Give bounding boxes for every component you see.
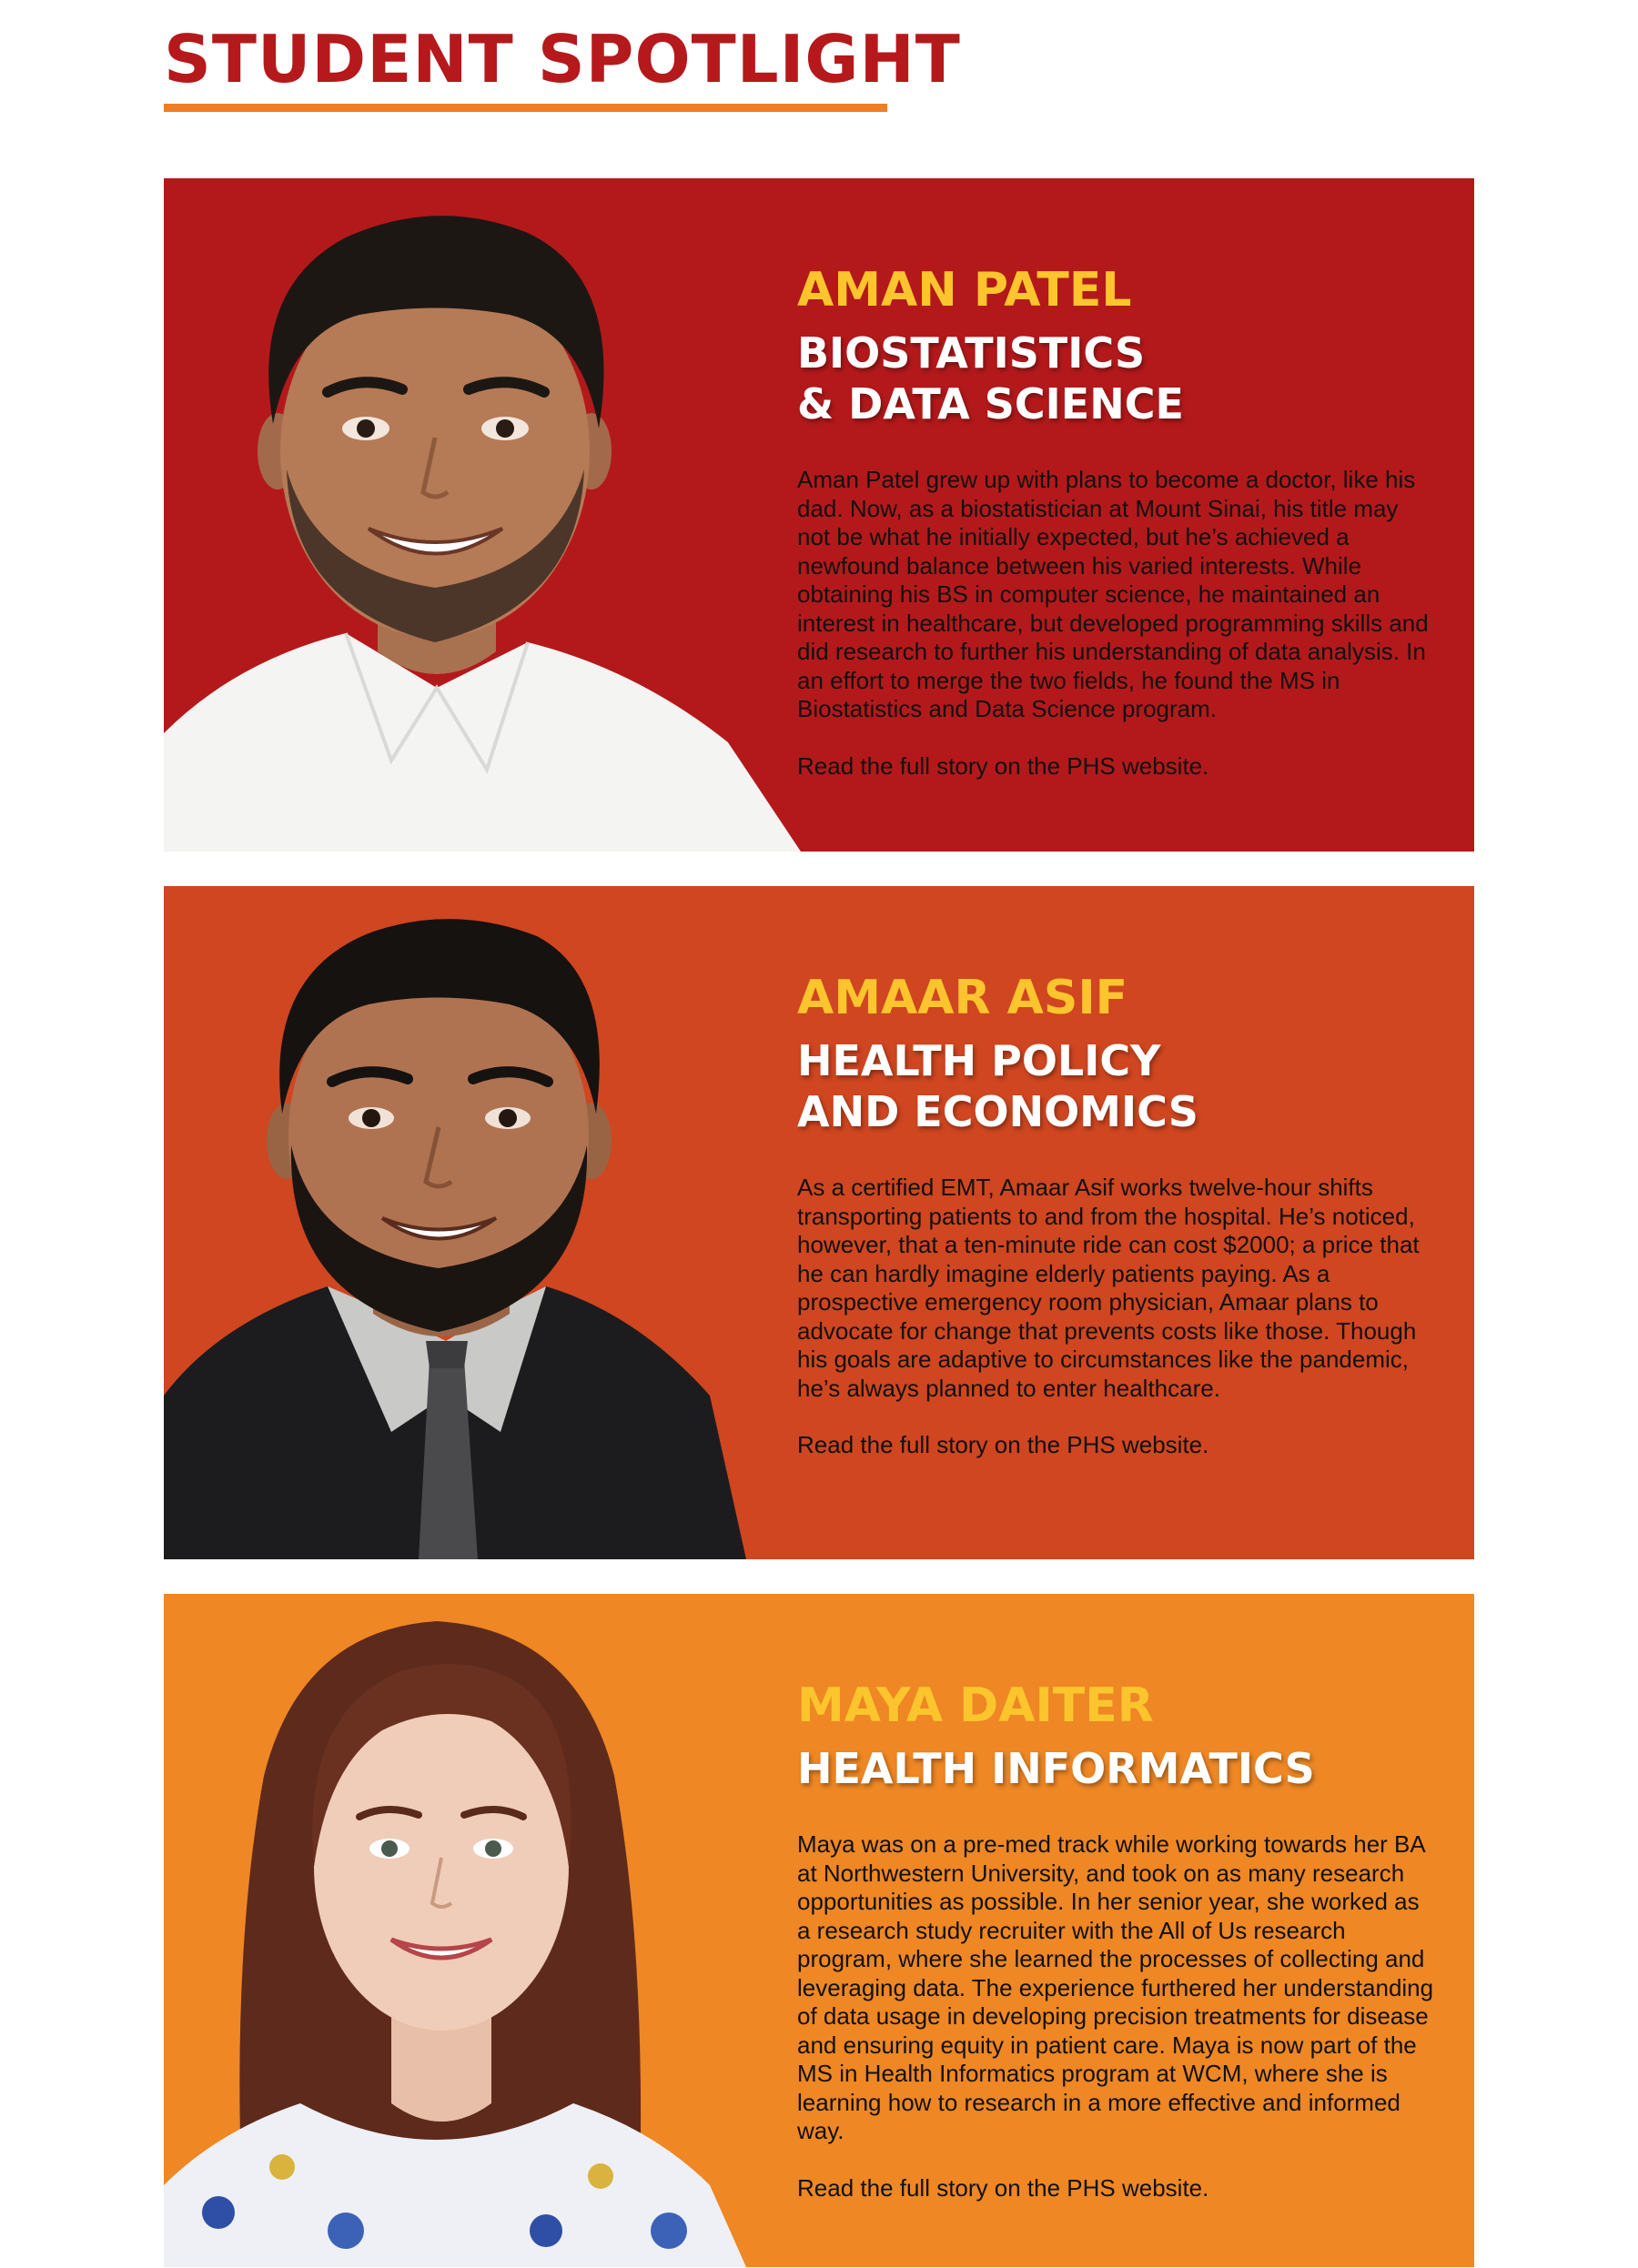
- program-title: [797, 1035, 1434, 1137]
- student-name: AMAAR ASIF: [797, 971, 1128, 1025]
- student-bio: Maya was on a pre-med track while working towards her BA at Northwestern University, and took on as many research opportunities as possible. In her senior year, she worked as a research study recruiter with the All of Us research program, where she learned the processes of collecting and leveraging data. The experience furthered her understanding of data usage in developing precision treatments for disease and ensuring equity in patient care. Maya is now part of the MS in Health Informatics program at WCM, where she is learning how to research in a more effective and informed way.: [797, 1830, 1434, 2144]
- program-title: [797, 1743, 1434, 1794]
- student-card-maya-daiter: [164, 1594, 1474, 2267]
- student-text: [797, 262, 1434, 781]
- program-line: BIOSTATISTICS: [797, 328, 1146, 378]
- program-line: HEALTH INFORMATICS: [797, 1744, 1315, 1793]
- student-bio: Aman Patel grew up with plans to become a doctor, like his dad. Now, as a biostatistician at Mount Sinai, his title may not be what he initially expected, but he’s achieved a newfound balance between his varied interests. While obtaining his BS in computer science, he maintained an interest in healthcare, but developed programming skills and did research to further his understanding of data analysis. In an effort to merge the two fields, he found the MS in Biostatistics and Data Science program.: [797, 466, 1429, 722]
- student-text: [797, 970, 1434, 1460]
- program-title: [797, 328, 1434, 429]
- student-text: [797, 1678, 1434, 2202]
- student-photo: [164, 886, 801, 1559]
- student-name: AMAN PATEL: [797, 263, 1132, 318]
- student-name: MAYA DAITER: [797, 1678, 1154, 1733]
- title-underline: [164, 104, 887, 112]
- page-header: [164, 20, 961, 112]
- student-photo: [164, 178, 801, 852]
- student-photo: [164, 1594, 801, 2267]
- program-line: HEALTH POLICY: [797, 1036, 1161, 1085]
- student-card-aman-patel: [164, 178, 1474, 852]
- read-full-story-link[interactable]: Read the full story on the PHS website.: [797, 2173, 1209, 2202]
- program-line: AND ECONOMICS: [797, 1087, 1198, 1136]
- page-title: STUDENT SPOTLIGHT: [164, 21, 961, 97]
- program-line: & DATA SCIENCE: [797, 379, 1184, 428]
- student-card-amaar-asif: [164, 886, 1474, 1559]
- read-full-story-link[interactable]: Read the full story on the PHS website.: [797, 751, 1209, 780]
- student-bio: As a certified EMT, Amaar Asif works twelve-hour shifts transporting patients to and from the hospital. He’s noticed, however, that a ten-minute ride can cost $2000; a price that he can hardly imagine elderly patients paying. As a prospective emergency room physician, Amaar plans to advocate for change that prevents costs like those. Though his goals are adaptive to circumstances like the pandemic, he’s always planned to enter healthcare.: [797, 1174, 1420, 1402]
- read-full-story-link[interactable]: Read the full story on the PHS website.: [797, 1431, 1209, 1458]
